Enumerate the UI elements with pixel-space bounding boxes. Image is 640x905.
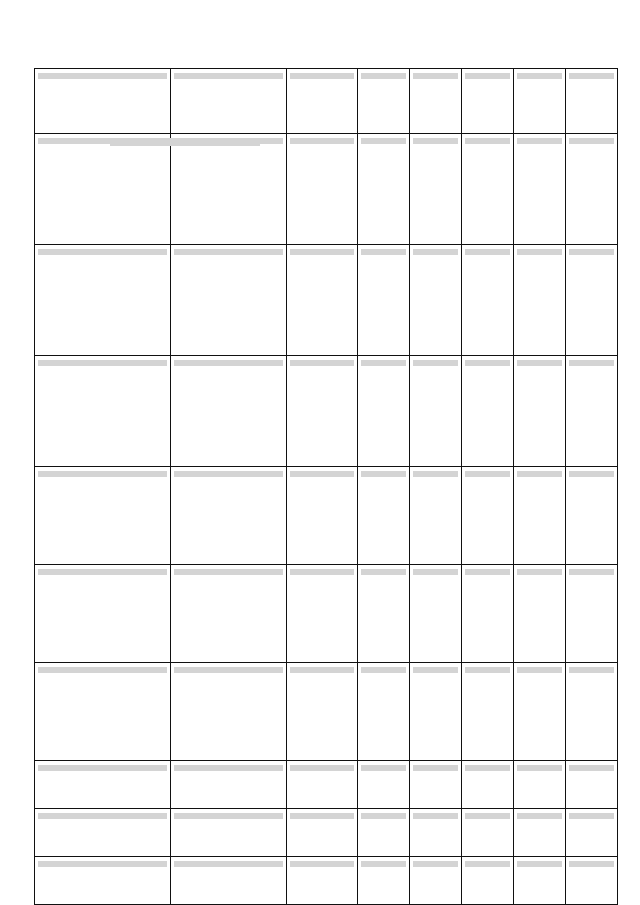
text-placeholder	[569, 138, 614, 144]
table-row	[35, 467, 618, 565]
text-placeholder	[569, 73, 614, 79]
table-cell	[357, 857, 409, 905]
text-placeholder	[517, 249, 562, 255]
table-cell	[565, 565, 617, 663]
table-cell	[409, 809, 461, 857]
table-row	[35, 245, 618, 356]
text-placeholder	[361, 138, 406, 144]
table-cell	[409, 134, 461, 245]
text-placeholder	[569, 667, 614, 673]
text-placeholder	[361, 813, 406, 819]
text-placeholder	[38, 667, 167, 673]
text-placeholder	[361, 569, 406, 575]
table-cell	[461, 69, 513, 134]
text-placeholder	[569, 765, 614, 771]
text-placeholder	[517, 360, 562, 366]
table-cell	[409, 467, 461, 565]
table-cell	[409, 663, 461, 761]
text-placeholder	[465, 360, 510, 366]
table-cell	[513, 761, 565, 809]
text-placeholder	[174, 471, 283, 477]
table-cell	[461, 761, 513, 809]
text-placeholder	[413, 569, 458, 575]
table-cell	[565, 761, 617, 809]
text-placeholder	[465, 249, 510, 255]
text-placeholder	[290, 73, 353, 79]
table-cell	[35, 69, 171, 134]
replace-lines-divider	[110, 138, 260, 146]
table-cell	[565, 356, 617, 467]
table-row	[35, 857, 618, 905]
table-cell	[171, 356, 287, 467]
text-placeholder	[361, 471, 406, 477]
table-cell	[461, 356, 513, 467]
text-placeholder	[290, 249, 353, 255]
table-cell	[357, 809, 409, 857]
table-cell	[287, 809, 357, 857]
text-placeholder	[517, 471, 562, 477]
table-cell	[35, 565, 171, 663]
table-cell	[35, 761, 171, 809]
table-cell	[565, 134, 617, 245]
text-placeholder	[569, 471, 614, 477]
table-cell	[565, 69, 617, 134]
table-cell	[287, 134, 357, 245]
table-cell	[287, 356, 357, 467]
text-placeholder	[413, 138, 458, 144]
text-placeholder	[465, 569, 510, 575]
table-cell	[461, 565, 513, 663]
table-cell	[409, 356, 461, 467]
table-row	[35, 663, 618, 761]
text-placeholder	[361, 360, 406, 366]
text-placeholder	[517, 667, 562, 673]
table-cell	[287, 663, 357, 761]
table-cell	[287, 69, 357, 134]
text-placeholder	[174, 249, 283, 255]
table-cell	[35, 663, 171, 761]
text-placeholder	[465, 765, 510, 771]
table-row	[35, 356, 618, 467]
text-placeholder	[465, 73, 510, 79]
table-cell	[461, 663, 513, 761]
text-placeholder	[517, 138, 562, 144]
table-cell	[461, 809, 513, 857]
table-cell	[35, 809, 171, 857]
text-placeholder	[174, 813, 283, 819]
text-placeholder	[361, 765, 406, 771]
text-placeholder	[174, 73, 283, 79]
text-placeholder	[413, 471, 458, 477]
text-placeholder	[38, 861, 167, 867]
text-placeholder	[174, 360, 283, 366]
text-placeholder	[569, 249, 614, 255]
text-placeholder	[569, 569, 614, 575]
table-cell	[513, 467, 565, 565]
text-placeholder	[517, 73, 562, 79]
text-placeholder	[38, 360, 167, 366]
table-cell	[171, 663, 287, 761]
table-cell	[171, 69, 287, 134]
text-placeholder	[517, 813, 562, 819]
table-cell	[35, 245, 171, 356]
table-cell	[35, 356, 171, 467]
text-placeholder	[517, 861, 562, 867]
table-cell	[409, 761, 461, 809]
table-cell	[409, 857, 461, 905]
table-cell	[287, 565, 357, 663]
table-cell	[171, 565, 287, 663]
table-cell	[171, 857, 287, 905]
text-placeholder	[38, 249, 167, 255]
table-row	[35, 134, 618, 245]
budget-table	[34, 68, 618, 905]
table-cell	[409, 565, 461, 663]
table-cell	[513, 663, 565, 761]
table-cell	[409, 245, 461, 356]
table-cell	[35, 467, 171, 565]
table-cell	[461, 857, 513, 905]
table-cell	[287, 857, 357, 905]
text-placeholder	[413, 73, 458, 79]
text-placeholder	[465, 138, 510, 144]
text-placeholder	[569, 813, 614, 819]
text-placeholder	[290, 569, 353, 575]
table-cell	[461, 467, 513, 565]
text-placeholder	[290, 471, 353, 477]
table-cell	[35, 857, 171, 905]
table-cell	[357, 69, 409, 134]
table-cell	[171, 761, 287, 809]
table-cell	[513, 69, 565, 134]
text-placeholder	[569, 861, 614, 867]
table-cell	[565, 245, 617, 356]
table-cell	[287, 467, 357, 565]
table-cell	[357, 467, 409, 565]
text-placeholder	[290, 667, 353, 673]
text-placeholder	[413, 813, 458, 819]
text-placeholder	[413, 249, 458, 255]
text-placeholder	[38, 765, 167, 771]
text-placeholder	[413, 360, 458, 366]
table-row	[35, 69, 618, 134]
text-placeholder	[413, 861, 458, 867]
table-cell	[287, 245, 357, 356]
text-placeholder	[174, 861, 283, 867]
text-placeholder	[465, 813, 510, 819]
table-cell	[357, 134, 409, 245]
text-placeholder	[290, 138, 353, 144]
table-cell	[357, 663, 409, 761]
text-placeholder	[569, 360, 614, 366]
table-cell	[513, 565, 565, 663]
text-placeholder	[290, 360, 353, 366]
text-placeholder	[465, 471, 510, 477]
table-row	[35, 809, 618, 857]
table-cell	[565, 467, 617, 565]
text-placeholder	[517, 765, 562, 771]
table-cell	[513, 356, 565, 467]
text-placeholder	[174, 569, 283, 575]
table-cell	[35, 134, 171, 245]
text-placeholder	[361, 249, 406, 255]
table-cell	[565, 809, 617, 857]
table-cell	[513, 245, 565, 356]
table-cell	[171, 134, 287, 245]
text-placeholder	[174, 667, 283, 673]
text-placeholder	[465, 667, 510, 673]
table-cell	[461, 245, 513, 356]
text-placeholder	[38, 471, 167, 477]
table-cell	[357, 356, 409, 467]
text-placeholder	[290, 765, 353, 771]
table-cell	[461, 134, 513, 245]
table-cell	[565, 663, 617, 761]
table-cell	[357, 565, 409, 663]
text-placeholder	[465, 861, 510, 867]
table-row	[35, 565, 618, 663]
table-cell	[409, 69, 461, 134]
text-placeholder	[361, 667, 406, 673]
text-placeholder	[38, 813, 167, 819]
table-cell	[565, 857, 617, 905]
text-placeholder	[290, 813, 353, 819]
text-placeholder	[413, 667, 458, 673]
table-cell	[513, 134, 565, 245]
text-placeholder	[517, 569, 562, 575]
table-cell	[171, 245, 287, 356]
table-cell	[171, 809, 287, 857]
text-placeholder	[38, 569, 167, 575]
text-placeholder	[413, 765, 458, 771]
text-placeholder	[38, 73, 167, 79]
text-placeholder	[361, 73, 406, 79]
text-placeholder	[174, 765, 283, 771]
text-placeholder	[290, 861, 353, 867]
table-cell	[513, 857, 565, 905]
table-cell	[171, 467, 287, 565]
text-placeholder	[361, 861, 406, 867]
table-cell	[513, 809, 565, 857]
table-cell	[357, 245, 409, 356]
table-cell	[287, 761, 357, 809]
table-cell	[357, 761, 409, 809]
table-row	[35, 761, 618, 809]
